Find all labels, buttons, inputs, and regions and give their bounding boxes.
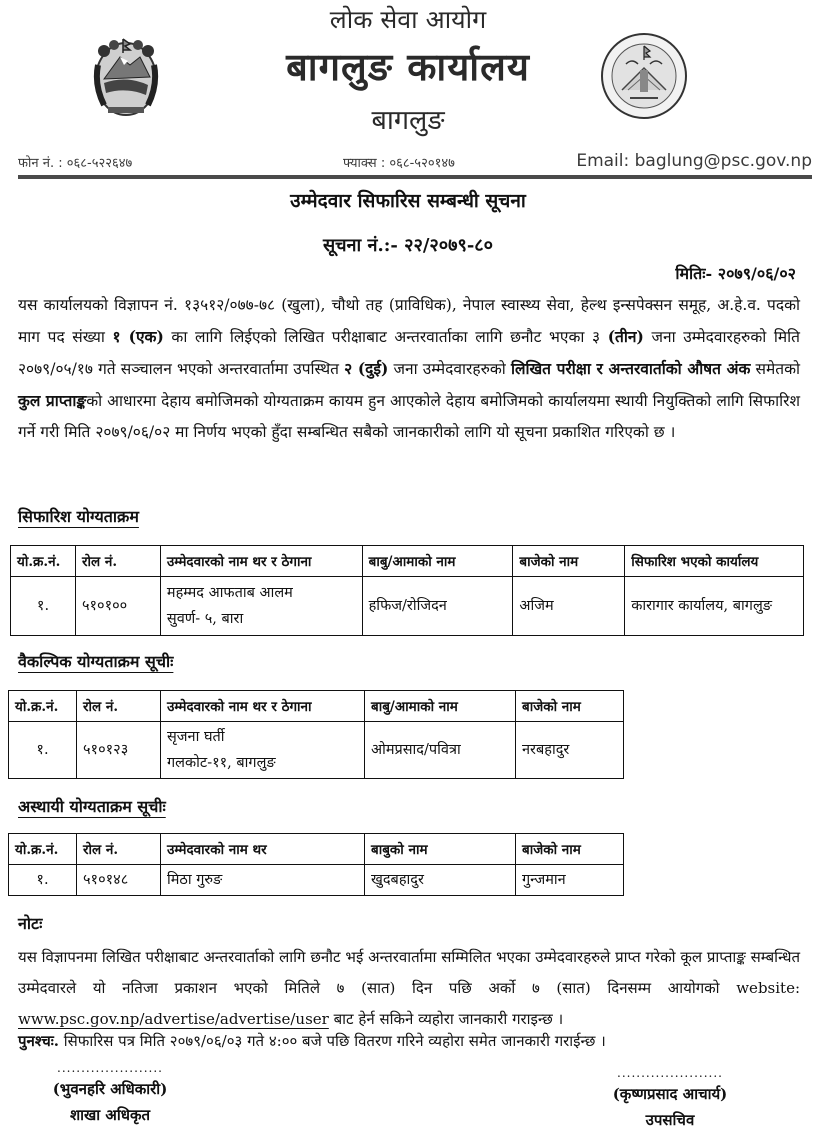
office-name: बागलुङ कार्यालय (286, 45, 530, 89)
candidate-address: गलकोट-११, बागलुङ (167, 755, 276, 771)
temporary-list-title: अस्थायी योग्यताक्रम सूचीः (18, 797, 166, 816)
temporary-table (8, 833, 624, 896)
cell-roll: ५१०१०० (75, 577, 160, 636)
note-text: यस विज्ञापनमा लिखित परीक्षाबाट अन्तरवार्ताको लागि छनौट भई अन्तरवार्तामा सम्मिलित भएका उम्मेदवारहरुले प्राप्त गरेको कूल प्राप्ताङ्क सम्बन्धित उम्मेदवारले यो नतिजा प्रकाशन भएको मितिले ७ (सात) दिन पछि अर्को ७ (सात) दिनसम्म आयोगको website: (18, 948, 800, 997)
col-roll: रोल नं. (75, 546, 160, 577)
signature-line: ...................... (617, 1066, 723, 1080)
table-row (9, 865, 624, 896)
candidate-address: सुवर्ण- ५, बारा (166, 611, 244, 627)
cell-sn: १. (9, 865, 77, 896)
body-text: जना उम्मेदवारहरुको मिति २०७९/०५/१७ गते सञ्चालन भएको अन्तरवार्तामा उपस्थित (18, 328, 800, 378)
notice-body (18, 290, 800, 448)
col-parents: बाबु/आमाको नाम (362, 546, 513, 577)
cell-sn: १. (9, 722, 77, 779)
cell-roll: ५१०१४८ (77, 865, 161, 896)
recommended-list-title: सिफारिश योग्यताक्रम (18, 507, 139, 526)
body-bold: कुल प्राप्ताङ्क (18, 391, 87, 410)
col-grandfather: बाजेको नाम (516, 691, 624, 722)
table-header-row (9, 691, 624, 722)
col-father: बाबुको नाम (365, 834, 516, 865)
cell-parents: हफिज/रोजिदन (362, 577, 513, 636)
body-bold: १ (एक) (112, 327, 164, 346)
col-parents: बाबु/आमाको नाम (365, 691, 516, 722)
phone-number: फोन नं. : ०६८-५२२६४७ (18, 156, 133, 171)
body-text: समेतको (750, 360, 800, 378)
signatory-designation: उपसचिव (645, 1111, 695, 1129)
notice-heading: उम्मेदवार सिफारिस सम्बन्धी सूचना (290, 190, 526, 212)
alternate-table (8, 690, 624, 779)
org-name: लोक सेवा आयोग (329, 5, 487, 34)
postscript (18, 1031, 606, 1051)
header-divider (18, 175, 812, 179)
ps-label: पुनश्चः. (18, 1032, 59, 1050)
cell-office: कारागार कार्यालय, बागलुङ (625, 577, 804, 636)
col-sn: यो.क्र.नं. (9, 691, 77, 722)
nepal-emblem-logo (90, 35, 162, 119)
table-header-row (9, 834, 624, 865)
table-row (9, 722, 624, 779)
col-name-address: उम्मेदवारको नाम थर र ठेगाना (161, 691, 365, 722)
psc-seal-logo (600, 32, 688, 120)
cell-father: खुदबहादुर (365, 865, 516, 896)
psc-website-link[interactable]: www.psc.gov.np/advertise/advertise/user (18, 1010, 329, 1028)
contact-row (18, 151, 812, 173)
col-sn: यो.क्र.नं. (9, 834, 77, 865)
table-row (11, 577, 804, 636)
body-text: का लागि लिईएको लिखित परीक्षाबाट अन्तरवार्ताका लागि छनौट भएका ३ (163, 328, 608, 346)
signature-line: ...................... (57, 1061, 163, 1075)
office-place: बागलुङ (371, 105, 445, 136)
candidate-name: महम्मद आफताब आलम (166, 585, 293, 601)
col-name: उम्मेदवारको नाम थर (161, 834, 365, 865)
col-sn: यो.क्र.नं. (11, 546, 76, 577)
fax-number: फ्याक्स : ०६८-५२०१४७ (343, 156, 455, 171)
note-title: नोटः (18, 914, 43, 933)
signature-right (570, 1065, 770, 1133)
cell-name: मिठा गुरुङ (161, 865, 365, 896)
col-office: सिफारिश भएको कार्यालय (625, 546, 804, 577)
signatory-name: (भुवनहरि अधिकारी) (52, 1080, 168, 1098)
ps-text: सिफारिस पत्र मिति २०७९/०६/०३ गते ४:०० बजे पछि वितरण गरिने व्यहोरा समेत जानकारी गराईन्छ । (59, 1032, 606, 1050)
body-text: को आधारमा देहाय बमोजिमको योग्यताक्रम कायम हुन आएकोले देहाय बमोजिमको कार्यालयमा स्थायी नियुक्तिको लागि सिफारिश गर्ने गरी मिति २०७९/०६/०२ मा निर्णय भएको हुँदा सम्बन्धित सबैको जानकारीको लागि यो सूचना प्रकाशित गरिएको छ । (18, 392, 800, 441)
cell-name-address (160, 577, 362, 636)
signatory-name: (कृष्णप्रसाद आचार्य) (612, 1085, 728, 1103)
recommended-table (10, 545, 804, 636)
cell-name-address (161, 722, 365, 779)
cell-sn: १. (11, 577, 76, 636)
candidate-name: सृजना घर्ती (167, 729, 225, 745)
body-bold: (तीन) (607, 327, 644, 346)
body-bold: लिखित परीक्षा र अन्तरवार्ताको औषत अंक (510, 359, 751, 378)
body-text: जना उम्मेदवारहरुको (388, 360, 511, 378)
col-roll: रोल नं. (77, 834, 161, 865)
signatory-designation: शाखा अधिकृत (69, 1106, 151, 1124)
body-text: यस कार्यालयको विज्ञापन नं. १३५१२/०७७-७८ (खुला), चौथो तह (प्राविधिक), नेपाल स्वास्थ्य सेवा, हेल्थ इन्सपेक्सन समूह, अ.हे.व. पदको माग पद संख्या (18, 296, 800, 346)
notice-number: सूचना नं.:- २२/२०७९-८० (322, 235, 494, 256)
body-bold: २ (दुई) (344, 359, 389, 378)
cell-parents: ओमप्रसाद/पवित्रा (365, 722, 516, 779)
alternate-list-title: वैकल्पिक योग्यताक्रम सूचीः (18, 652, 174, 671)
col-name-address: उम्मेदवारको नाम थर र ठेगाना (160, 546, 362, 577)
cell-roll: ५१०१२३ (77, 722, 161, 779)
col-roll: रोल नं. (77, 691, 161, 722)
note-text: बाट हेर्न सकिने व्यहोरा जानकारी गराइन्छ । (328, 1010, 564, 1028)
cell-grandfather: अजिम (513, 577, 625, 636)
col-grandfather: बाजेको नाम (516, 834, 624, 865)
cell-grandfather: नरबहादुर (516, 722, 624, 779)
note-body (18, 942, 800, 1035)
table-header-row (11, 546, 804, 577)
signature-left (30, 1060, 190, 1128)
col-grandfather: बाजेको नाम (513, 546, 625, 577)
notice-date: मितिः- २०७९/०६/०२ (675, 264, 796, 283)
cell-grandfather: गुन्जमान (516, 865, 624, 896)
email-address: Email: baglung@psc.gov.np (576, 151, 812, 171)
